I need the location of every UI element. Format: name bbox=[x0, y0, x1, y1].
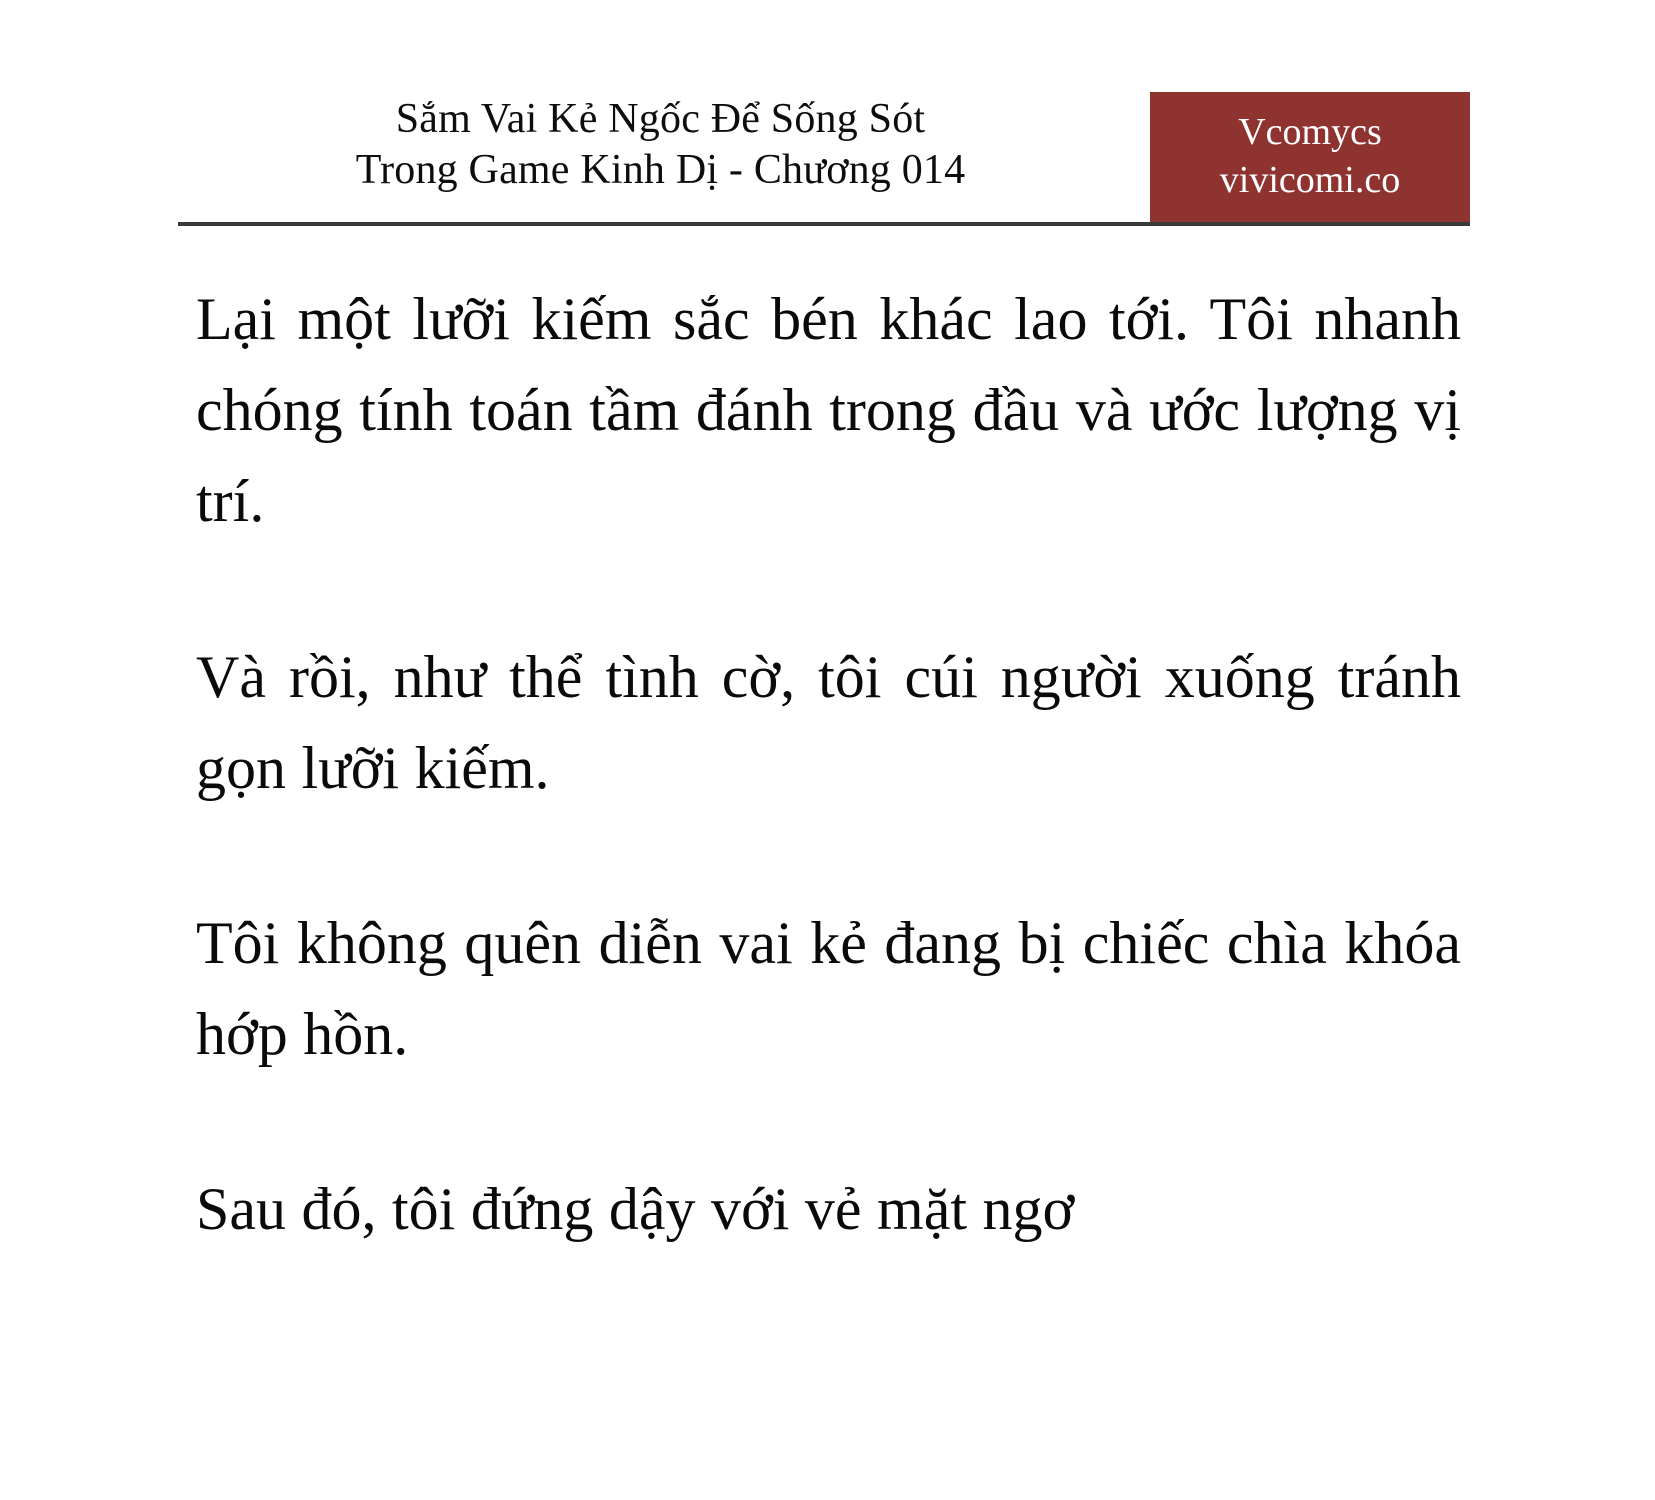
header-inner bbox=[185, 92, 1470, 220]
page-content bbox=[196, 274, 1461, 1256]
page-title-line-1: Sắm Vai Kẻ Ngốc Để Sống Sót bbox=[395, 96, 926, 142]
watermark-badge bbox=[1150, 92, 1470, 222]
page-title-line-2: Trong Game Kinh Dị - Chương 014 bbox=[355, 147, 966, 194]
paragraph: Và rồi, như thể tình cờ, tôi cúi người xuống tránh gọn lưỡi kiếm. bbox=[196, 643, 1461, 801]
paragraph: Sau đó, tôi đứng dậy với vẻ mặt ngơ bbox=[196, 1176, 1075, 1243]
paragraph: Tôi không quên diễn vai kẻ đang bị chiếc chìa khóa hớp hồn. bbox=[196, 909, 1461, 1068]
watermark-domain: vivicomi.co bbox=[1219, 159, 1401, 201]
watermark-brand: Vcomycs bbox=[1238, 111, 1382, 154]
header-divider bbox=[178, 222, 1470, 226]
page-title bbox=[185, 92, 1150, 196]
paragraph: Lại một lưỡi kiếm sắc bén khác lao tới. Tôi nhanh chóng tính toán tầm đánh trong đầu và ước lượng vị trí. bbox=[196, 286, 1461, 535]
page-header bbox=[0, 0, 1655, 228]
